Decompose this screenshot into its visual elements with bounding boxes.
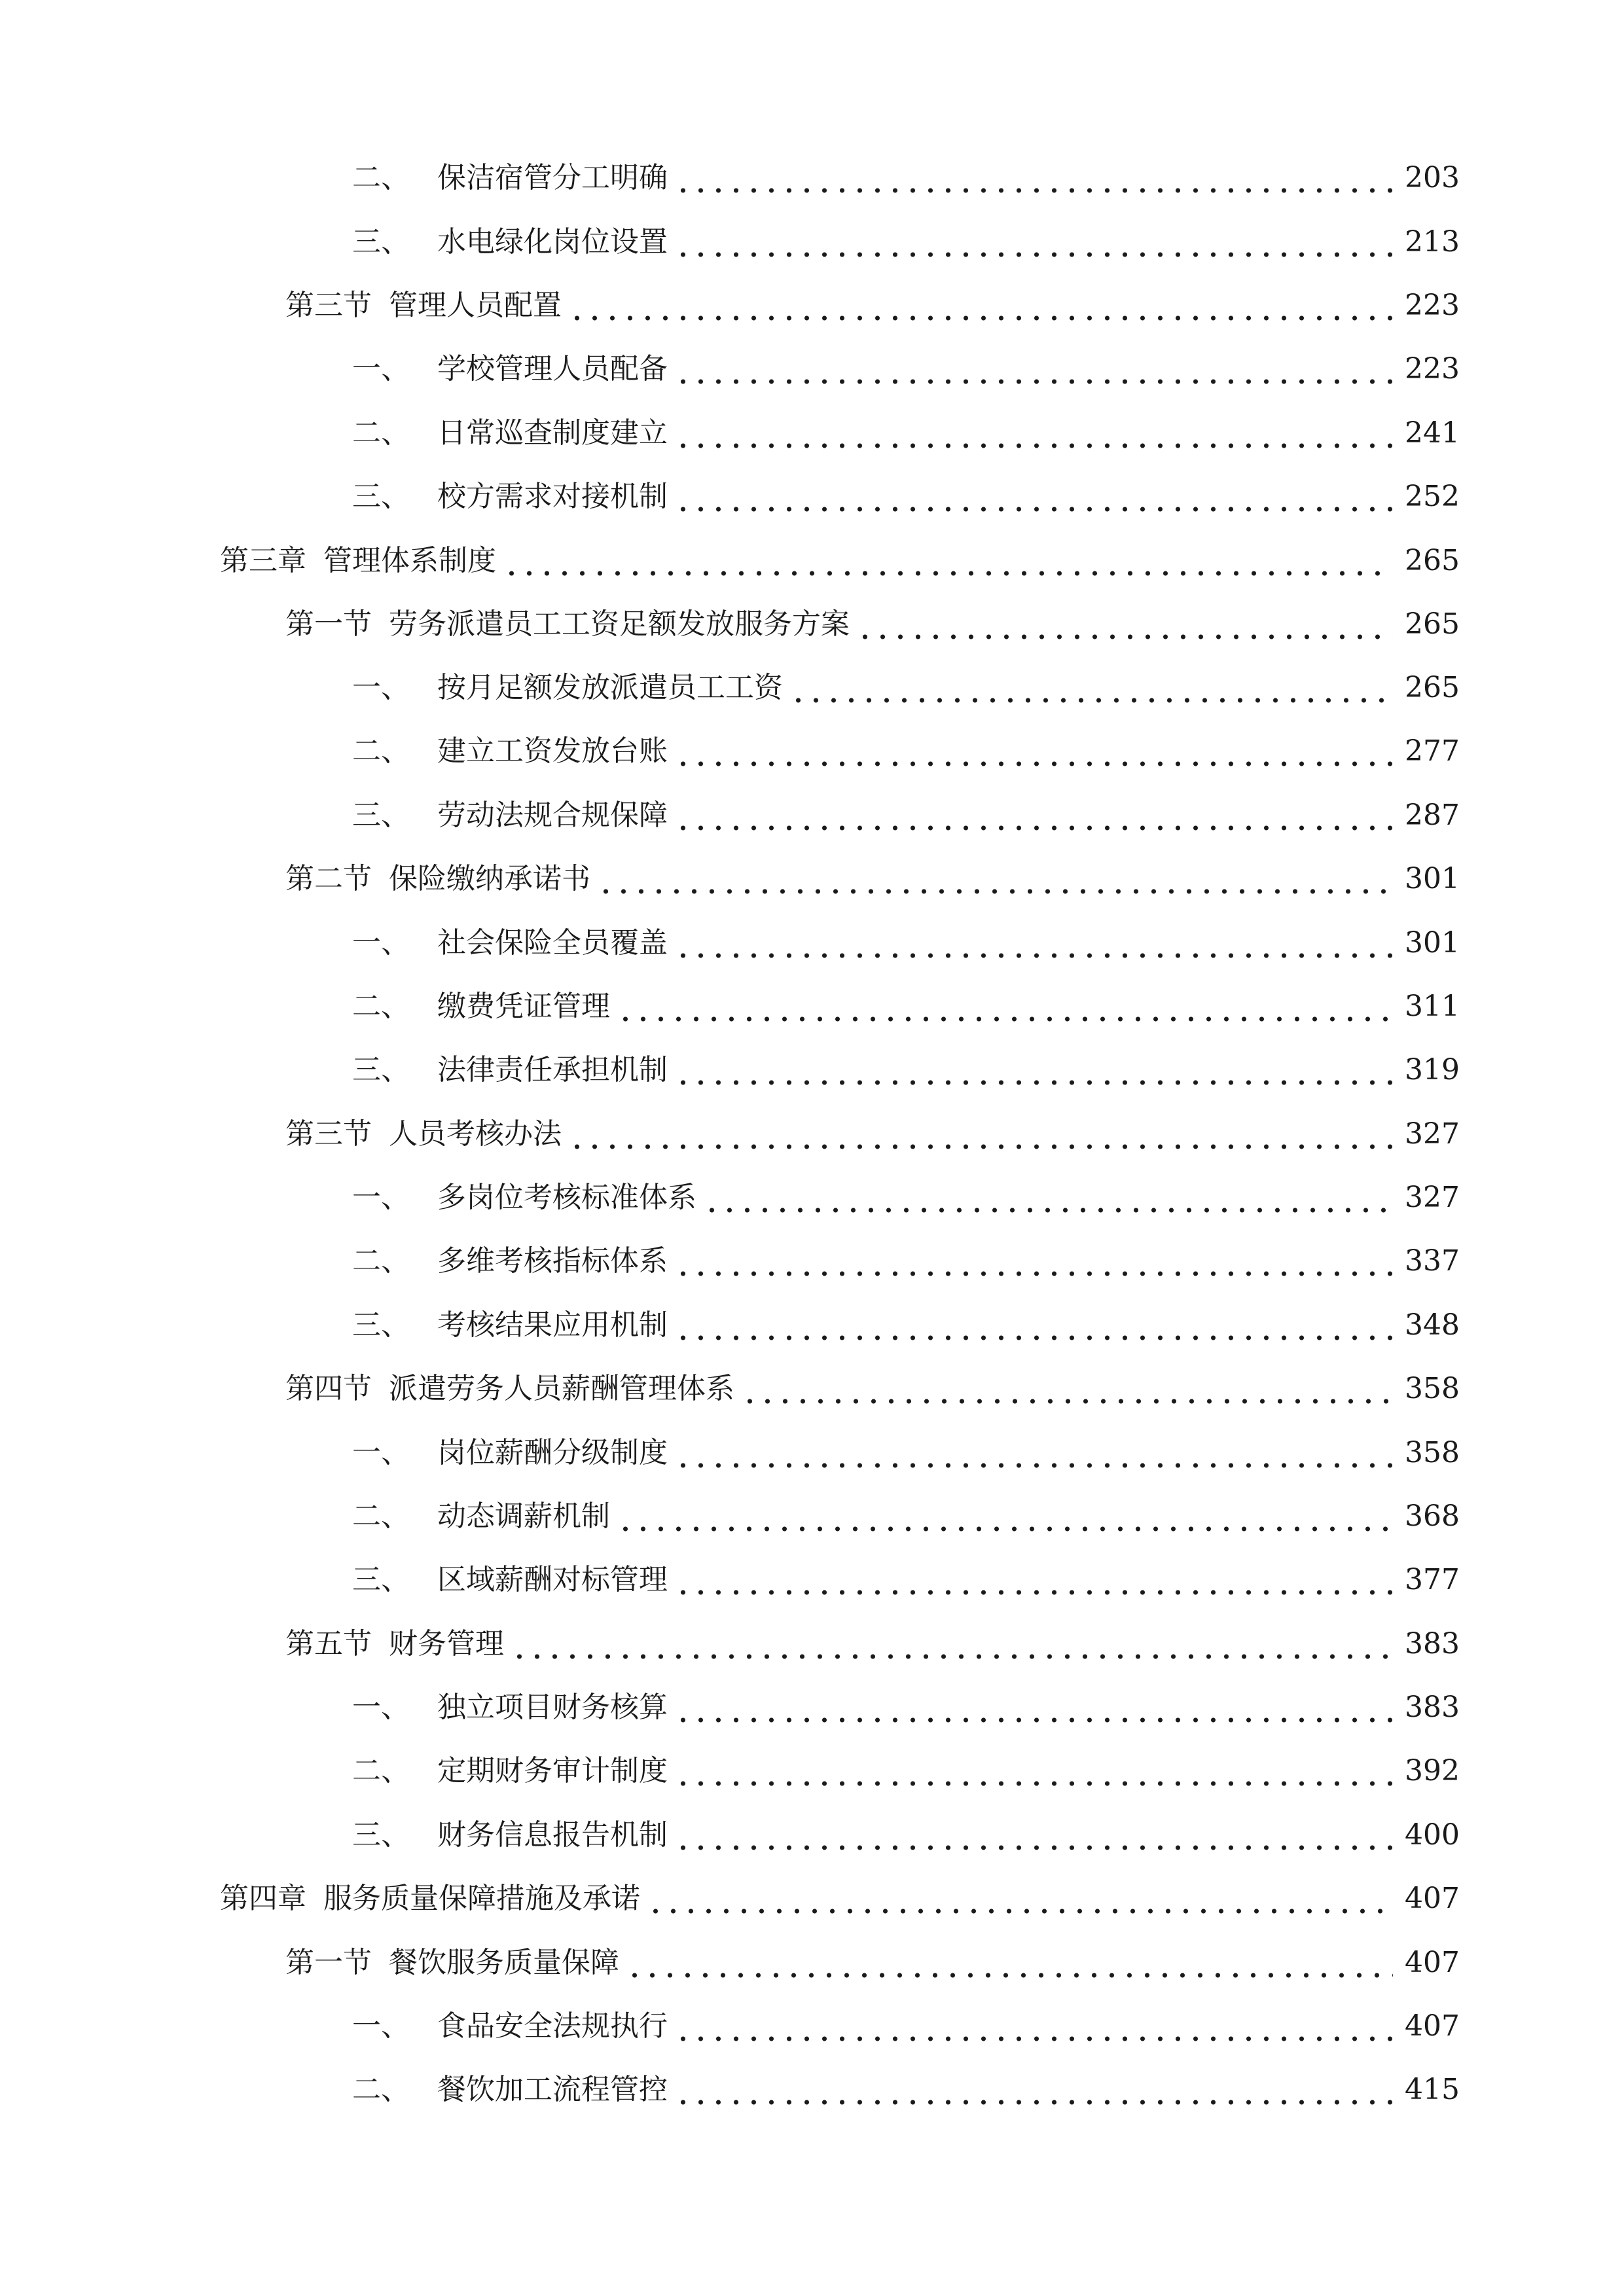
toc-entry-title	[285, 1943, 619, 1982]
toc-entry-title	[352, 1560, 668, 1600]
toc-entry-title	[352, 477, 668, 516]
toc-entry-page: 203	[1405, 161, 1460, 194]
toc-entry[interactable]	[352, 987, 1460, 1026]
toc-entry[interactable]	[352, 1688, 1460, 1727]
toc-entry[interactable]	[220, 1879, 1460, 1918]
toc-entry-text: 独立项目财务核算	[437, 1691, 668, 1724]
dot-leader	[674, 1560, 1393, 1600]
toc-entry-page: 265	[1405, 671, 1460, 704]
toc-entry-text: 派遣劳务人员薪酬管理体系	[389, 1372, 734, 1405]
toc-entry-number: 一、	[352, 671, 410, 704]
toc-entry-page: 383	[1405, 1627, 1460, 1660]
toc-entry-title	[352, 414, 668, 453]
toc-entry-title	[352, 987, 610, 1026]
toc-entry-number: 三、	[352, 480, 410, 513]
toc-entry-number: 二、	[352, 990, 410, 1023]
toc-entry-text: 多维考核指标体系	[437, 1244, 668, 1278]
toc-entry-number: 第五节	[285, 1627, 372, 1660]
toc-entry-title	[352, 1816, 668, 1855]
toc-entry-page: 311	[1405, 990, 1460, 1023]
dot-leader	[741, 1369, 1393, 1408]
dot-leader	[674, 477, 1393, 516]
toc-entry-page: 213	[1405, 225, 1460, 259]
toc-entry-title	[352, 668, 783, 708]
toc-entry[interactable]	[352, 732, 1460, 771]
toc-entry-text: 餐饮服务质量保障	[389, 1946, 619, 1979]
toc-entry[interactable]	[352, 2070, 1460, 2109]
toc-entry-text: 区域薪酬对标管理	[437, 1563, 668, 1596]
toc-entry-number: 三、	[352, 225, 410, 259]
toc-entry-page: 415	[1405, 2073, 1460, 2106]
toc-entry-page: 241	[1405, 416, 1460, 450]
toc-entry-text: 保险缴纳承诺书	[389, 862, 590, 895]
toc-entry-text: 服务质量保障措施及承诺	[323, 1882, 640, 1915]
toc-entry-title	[352, 1050, 668, 1090]
dot-leader	[647, 1879, 1393, 1918]
toc-entry-title	[220, 1879, 640, 1918]
toc-entry-number: 三、	[352, 1563, 410, 1596]
toc-entry-number: 二、	[352, 1244, 410, 1278]
toc-entry-text: 法律责任承担机制	[437, 1053, 668, 1086]
toc-entry-title	[285, 859, 590, 899]
dot-leader	[674, 2070, 1393, 2109]
toc-entry[interactable]	[352, 1560, 1460, 1600]
dot-leader	[511, 1624, 1393, 1664]
toc-entry[interactable]	[352, 1306, 1460, 1345]
toc-entry-number: 二、	[352, 161, 410, 194]
toc-entry-text: 学校管理人员配备	[437, 352, 668, 386]
toc-entry-text: 校方需求对接机制	[437, 480, 668, 513]
toc-entry-text: 按月足额发放派遣员工工资	[437, 671, 783, 704]
dot-leader	[674, 223, 1393, 262]
toc-entry-title	[352, 158, 668, 198]
toc-entry-page: 223	[1405, 352, 1460, 386]
dot-leader	[674, 796, 1393, 835]
toc-entry-number: 一、	[352, 2009, 410, 2043]
toc-entry-number: 第四章	[220, 1882, 306, 1915]
toc-entry-number: 一、	[352, 1436, 410, 1469]
dot-leader	[568, 286, 1393, 325]
toc-entry-page: 358	[1405, 1436, 1460, 1469]
toc-entry[interactable]	[352, 350, 1460, 389]
toc-entry-number: 二、	[352, 734, 410, 768]
toc-entry-title	[352, 2070, 668, 2109]
toc-entry[interactable]	[285, 1115, 1460, 1154]
dot-leader	[674, 1306, 1393, 1345]
dot-leader	[674, 924, 1393, 963]
toc-entry-page: 368	[1405, 1499, 1460, 1533]
dot-leader	[674, 1242, 1393, 1281]
dot-leader	[856, 605, 1393, 644]
dot-leader	[568, 1115, 1393, 1154]
toc-entry[interactable]	[352, 1050, 1460, 1090]
toc-entry-page: 301	[1405, 926, 1460, 960]
toc-entry-number: 第四节	[285, 1372, 372, 1405]
toc-entry-page: 223	[1405, 289, 1460, 322]
toc-entry-title	[352, 223, 668, 262]
toc-entry[interactable]	[220, 541, 1460, 581]
toc-entry-text: 劳动法规合规保障	[437, 798, 668, 832]
toc-entry-title	[285, 1624, 504, 1664]
toc-entry-number: 第三章	[220, 544, 306, 577]
dot-leader	[626, 1943, 1393, 1982]
toc-entry-number: 一、	[352, 352, 410, 386]
toc-entry-number: 一、	[352, 1691, 410, 1724]
dot-leader	[503, 541, 1393, 581]
toc-entry[interactable]	[352, 158, 1460, 198]
dot-leader	[703, 1178, 1393, 1217]
toc-entry[interactable]	[285, 1624, 1460, 1664]
toc-entry-number: 三、	[352, 798, 410, 832]
dot-leader	[674, 1688, 1393, 1727]
toc-entry-page: 265	[1405, 544, 1460, 577]
toc-entry-title	[352, 1688, 668, 1727]
toc-entry-title	[352, 732, 668, 771]
toc-entry-page: 407	[1405, 1946, 1460, 1979]
dot-leader	[674, 2007, 1393, 2046]
toc-entry-page: 265	[1405, 607, 1460, 641]
toc-entry-page: 287	[1405, 798, 1460, 832]
toc-entry-title	[220, 541, 496, 581]
toc-entry-number: 三、	[352, 1308, 410, 1342]
toc-entry-number: 二、	[352, 1754, 410, 1787]
toc-entry-text: 餐饮加工流程管控	[437, 2073, 668, 2106]
toc-entry[interactable]	[285, 859, 1460, 899]
dot-leader	[597, 859, 1393, 899]
toc-entry-page: 301	[1405, 862, 1460, 895]
toc-entry-text: 岗位薪酬分级制度	[437, 1436, 668, 1469]
toc-entry-page: 400	[1405, 1818, 1460, 1852]
toc-entry[interactable]	[352, 1751, 1460, 1791]
toc-entry-text: 财务信息报告机制	[437, 1818, 668, 1852]
toc-entry-title	[352, 1178, 696, 1217]
toc-entry-text: 水电绿化岗位设置	[437, 225, 668, 259]
toc-entry-text: 管理体系制度	[323, 544, 496, 577]
toc-entry[interactable]	[285, 605, 1460, 644]
toc-entry[interactable]	[352, 414, 1460, 453]
toc-entry-page: 252	[1405, 480, 1460, 513]
toc-entry-title	[352, 350, 668, 389]
toc-entry-title	[352, 1433, 668, 1473]
dot-leader	[617, 1497, 1393, 1536]
toc-entry[interactable]	[352, 1497, 1460, 1536]
toc-entry-page: 327	[1405, 1117, 1460, 1151]
toc-entry-page: 407	[1405, 1882, 1460, 1915]
toc-entry-number: 第二节	[285, 862, 372, 895]
dot-leader	[674, 414, 1393, 453]
toc-entry-page: 337	[1405, 1244, 1460, 1278]
toc-entry-number: 二、	[352, 1499, 410, 1533]
toc-entry[interactable]	[285, 286, 1460, 325]
toc-entry-number: 一、	[352, 926, 410, 960]
toc-entry[interactable]	[352, 924, 1460, 963]
toc-entry-number: 第三节	[285, 289, 372, 322]
toc-entry-number: 三、	[352, 1818, 410, 1852]
toc-entry-text: 动态调薪机制	[437, 1499, 610, 1533]
toc-entry-text: 考核结果应用机制	[437, 1308, 668, 1342]
toc-entry[interactable]	[352, 796, 1460, 835]
toc-entry-title	[285, 1369, 734, 1408]
toc-entry-page: 277	[1405, 734, 1460, 768]
toc-entry-title	[352, 924, 668, 963]
toc-entry-text: 财务管理	[389, 1627, 504, 1660]
toc-entry-number: 第三节	[285, 1117, 372, 1151]
toc-entry-text: 管理人员配置	[389, 289, 562, 322]
toc-entry-number: 第一节	[285, 607, 372, 641]
toc-entry-number: 三、	[352, 1053, 410, 1086]
toc-entry-text: 定期财务审计制度	[437, 1754, 668, 1787]
toc-entry[interactable]	[352, 1242, 1460, 1281]
dot-leader	[789, 668, 1393, 708]
toc-entry-number: 第一节	[285, 1946, 372, 1979]
toc-entry-page: 377	[1405, 1563, 1460, 1596]
toc-entry[interactable]	[352, 1816, 1460, 1855]
toc-entry-title	[285, 605, 850, 644]
toc-entry-title	[285, 1115, 562, 1154]
toc-entry-title	[352, 2007, 668, 2046]
toc-entry-number: 二、	[352, 2073, 410, 2106]
dot-leader	[674, 732, 1393, 771]
toc-entry-text: 保洁宿管分工明确	[437, 161, 668, 194]
toc-entry-text: 人员考核办法	[389, 1117, 562, 1151]
dot-leader	[674, 350, 1393, 389]
toc-entry-page: 383	[1405, 1691, 1460, 1724]
toc-entry-page: 327	[1405, 1181, 1460, 1214]
dot-leader	[674, 158, 1393, 198]
toc-entry-title	[352, 796, 668, 835]
toc-entry-text: 建立工资发放台账	[437, 734, 668, 768]
dot-leader	[674, 1433, 1393, 1473]
dot-leader	[674, 1751, 1393, 1791]
dot-leader	[674, 1050, 1393, 1090]
toc-entry-page: 407	[1405, 2009, 1460, 2043]
toc-entry[interactable]	[352, 668, 1460, 708]
dot-leader	[674, 1816, 1393, 1855]
dot-leader	[617, 987, 1393, 1026]
toc-entry-title	[352, 1497, 610, 1536]
toc-entry[interactable]	[352, 477, 1460, 516]
toc-entry-title	[352, 1306, 668, 1345]
toc-entry-text: 食品安全法规执行	[437, 2009, 668, 2043]
toc-entry[interactable]	[352, 223, 1460, 262]
toc-entry-number: 一、	[352, 1181, 410, 1214]
toc-entry[interactable]	[352, 2007, 1460, 2046]
toc-entry-page: 358	[1405, 1372, 1460, 1405]
toc-entry-text: 劳务派遣员工工资足额发放服务方案	[389, 607, 850, 641]
toc-entry-text: 日常巡查制度建立	[437, 416, 668, 450]
toc-entry-text: 社会保险全员覆盖	[437, 926, 668, 960]
toc-entry[interactable]	[285, 1369, 1460, 1408]
toc-entry-text: 多岗位考核标准体系	[437, 1181, 696, 1214]
toc-entry-text: 缴费凭证管理	[437, 990, 610, 1023]
toc-entry-page: 348	[1405, 1308, 1460, 1342]
toc-entry-page: 392	[1405, 1754, 1460, 1787]
toc-entry[interactable]	[352, 1433, 1460, 1473]
toc-entry-title	[352, 1242, 668, 1281]
toc-entry[interactable]	[352, 1178, 1460, 1217]
toc-entry[interactable]	[285, 1943, 1460, 1982]
toc-entry-page: 319	[1405, 1053, 1460, 1086]
toc-entry-title	[352, 1751, 668, 1791]
toc-entry-number: 二、	[352, 416, 410, 450]
toc-entry-title	[285, 286, 562, 325]
